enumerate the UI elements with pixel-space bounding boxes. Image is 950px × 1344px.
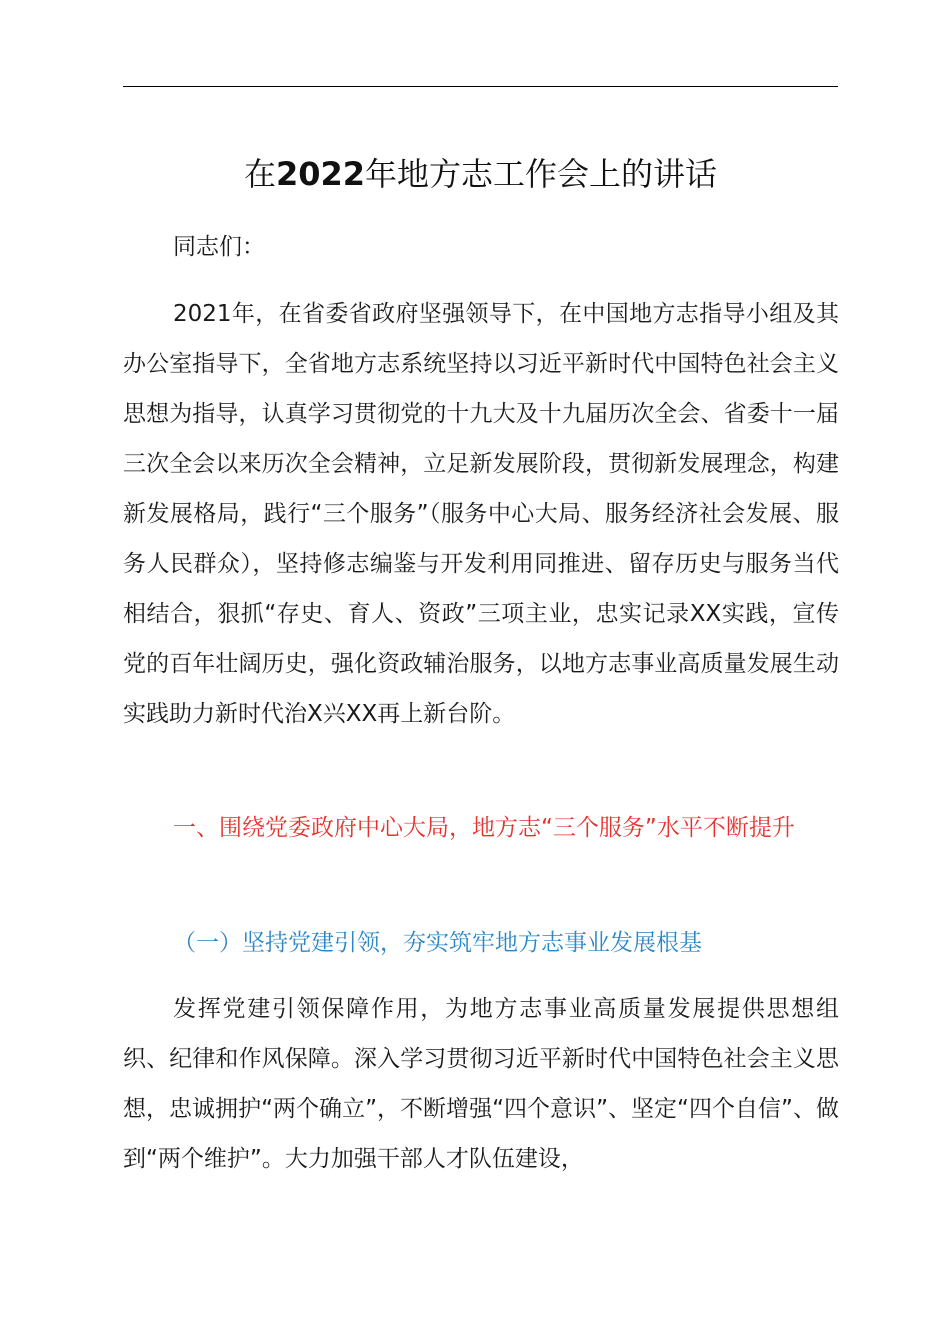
- header-rule: [123, 86, 838, 87]
- subsection-heading-1: （一）坚持党建引领，夯实筑牢地方志事业发展根基: [173, 930, 702, 956]
- title-prefix: 在: [243, 155, 276, 193]
- document-title: [123, 148, 838, 200]
- paragraph-intro: 2021年，在省委省政府坚强领导下，在中国地方志指导小组及其办公室指导下，全省地方志系统坚持以习近平新时代中国特色社会主义思想为指导，认真学习贯彻党的十九大及十九届历次全会、省委十一届三次全会以来历次全会精神，立足新发展阶段，贯彻新发展理念，构建新发展格局，践行“三个服务”（服务中心大局、服务经济社会发展、服务人民群众），坚持修志编鉴与开发利用同推进、留存历史与服务当代相结合，狠抓“存史、育人、资政”三项主业，忠实记录XX实践，宣传党的百年壮阔历史，强化资政辅治服务，以地方志事业高质量发展生动实践助力新时代治X兴XX再上新台阶。: [123, 301, 839, 727]
- salutation: 同志们：: [173, 234, 265, 260]
- paragraph-party-building: 发挥党建引领保障作用，为地方志事业高质量发展提供思想组织、纪律和作风保障。深入学习贯彻习近平新时代中国特色社会主义思想，忠诚拥护“两个确立”，不断增强“四个意识”、坚定“四个自信”、做到“两个维护”。大力加强干部人才队伍建设，: [123, 996, 839, 1172]
- title-year: 2022: [275, 155, 366, 193]
- section-heading-1: 一、围绕党委政府中心大局，地方志“三个服务”水平不断提升: [173, 815, 795, 841]
- title-suffix: 年地方志工作会上的讲话: [365, 155, 718, 193]
